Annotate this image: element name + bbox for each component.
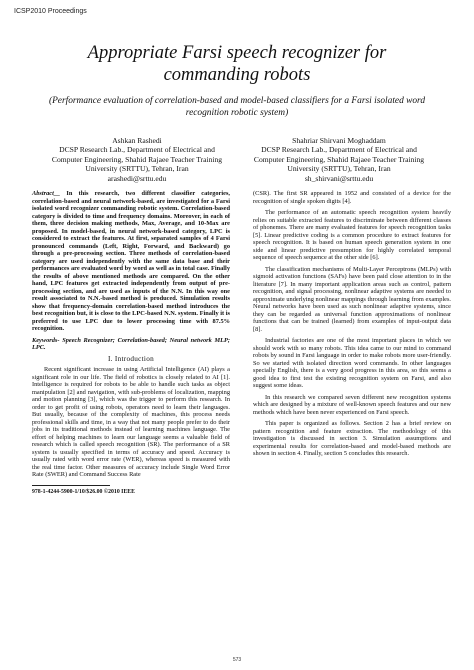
left-column	[32, 190, 230, 496]
author-affiliation-line: DCSP Research Lab., Department of Electrical and	[261, 145, 417, 155]
author-affiliation-line: University (SRTTU), Tehran, Iran	[287, 164, 391, 174]
keywords-label: Keywords-	[32, 336, 60, 344]
copyright-line: 978-1-4244-5900-1/10/$26.00 ©2010 IEEE	[32, 488, 136, 495]
right-column	[253, 190, 451, 462]
proceedings-header: ICSP2010 Proceedings	[14, 8, 87, 15]
body-paragraph: Industrial factories are one of the most important places in which we should work with so many robots. This idea came to our mind to command robots by sound in Farsi language in order to make robots more user-friendly. So we started with isolated direction word commands. In other languages specially English, there is a very good progress in this area, so this seems a good idea to first test the existing recognition system on Farsi, and also suggest some ideas.	[253, 337, 451, 389]
body-paragraph: This paper is organized as follows. Section 2 has a brief review on pattern recognition and feature extraction. The methodology of this investigation is discussed in section 3. Simulation assumptions and experimental results for correlation-based and model-based methods are shown in section 4. Finally, section 5 concludes this research.	[253, 420, 451, 457]
body-paragraph: The classification mechanisms of Multi-Layer Perceptrons (MLPs) with sigmoid activation functions (SAFs) have been paid close attention to in the literature [7]. In many important application areas such as control, pattern recognition, and signal processing, nonlinear adaptive systems are needed to approximate underlying nonlinear mappings through learning from examples. Neural networks have been used as such nonlinear adaptive systems, since they can be regarded as universal function approximations of nonlinear functions that can be trained (learned) from examples of input-output data [8].	[253, 265, 451, 333]
keywords-text: Speech Recognizer; Correlation-based; Neural network MLP; LPC.	[32, 336, 230, 351]
body-paragraph: The performance of an automatic speech recognition system heavily relies on suitable extracted features to discriminate between different classes of phonemes. There are many evaluated features for speech recognition tasks [5]. Linear predictive coding is a common procedure to extract features for speech recognition. It is based on human speech generation system in one side and linear predictive presumption for highly correlated temporal sequence of speech sequence at the other side [6].	[253, 209, 451, 261]
author-name: Ashkan Rashedi	[112, 136, 162, 145]
abstract-label: Abstract__	[32, 190, 61, 197]
author-name: Shahriar Shirvani Moghaddam	[292, 136, 386, 145]
abstract-text: In this research, two different classifier categories, correlation-based and neural network-based, are investigated for a Farsi isolated word recognizer commanding robotic system. Correlation-based category is divided to time and frequency domains. Moreover, in each of them, three decision making methods, Max, Average, and 10-Max are proposed. In model-based, in neural network-based category, LPC is considered to extract the features. At first, separated samples of 4 Farsi pronounced commands (Left, Right, Forward, and Backward) go through a pre-processing section. Three methods of correlation-based category are used independently with the same data base and their performances are evaluated word by word as well as in total case. Finally the results of above mentioned methods are compared. On the other hand, LPC features get extracted independently from output of pre-processing section, and are used as inputs of the N.N. In this way one result associated to N.N.-based method is produced. Simulation results show that frequency-domain correlation-based method introduces the best recognition but, it is close to the LPC-based N.N. system. Finally it is preferred to use LPC due to lower processing time with 87.5% recognition.	[32, 190, 230, 332]
page-number: 573	[232, 657, 242, 663]
author-affiliation-line: Computer Engineering, Shahid Rajaee Teacher Training	[51, 154, 223, 164]
paper-title: Appropriate Farsi speech recognizer for commanding robots	[87, 43, 387, 85]
keywords	[32, 337, 230, 352]
paper-subtitle: (Performance evaluation of correlation-based and model-based classifiers for a Farsi isolated word recognition robotic system)	[48, 96, 426, 118]
author-affiliation-line: DCSP Research Lab., Department of Electrical and	[59, 145, 215, 155]
footnote-rule	[32, 485, 110, 486]
body-paragraph: Recent significant increase in using Artificial Intelligence (AI) plays a significant role in our life. The field of robotics is closely related to AI [1]. Intelligence is required for robots to be able to handle such tasks as object manipulation [2] and navigation, with sub-problems of localization, mapping and motion planning [3], which was the trigger to perform this research. In order to get profit of using robots, operators need to learn their languages. But usually, because of the complexity of machines, this process needs professional skills and time, in a way that not many people prefer to do their jobs in its traditional methods instead of learning machines language. The effort of helping machines to learn our language seems a valuable field of research which is called speech recognition (SR). The performance of a SR system is usually specified in terms of accuracy and speed. Accuracy is usually rated with word error rate (WER), whereas speed is measured with the real time factor. Other measures of accuracy include Single Word Error Rate (SWER) and Command Success Rate	[32, 366, 230, 478]
author-block-2	[239, 136, 439, 183]
section-heading-introduction: I. Introduction	[107, 354, 155, 363]
body-paragraph: (CSR). The first SR appeared in 1952 and consisted of a device for the recognition of single spoken digits [4].	[253, 190, 451, 205]
author-email: arashedi@srttu.edu	[107, 173, 167, 183]
abstract	[32, 190, 230, 333]
author-block-1	[37, 136, 237, 183]
author-affiliation-line: University (SRTTU), Tehran, Iran	[85, 164, 189, 174]
author-affiliation-line: Computer Engineering, Shahid Rajaee Teacher Training	[253, 154, 425, 164]
author-email: sh_shirvani@srttu.edu	[304, 173, 374, 183]
body-paragraph: In this research we compared seven different new recognition systems which are designed by a mixture of well-known speech features and our new methods which have been never experienced on Farsi speech.	[253, 393, 451, 416]
